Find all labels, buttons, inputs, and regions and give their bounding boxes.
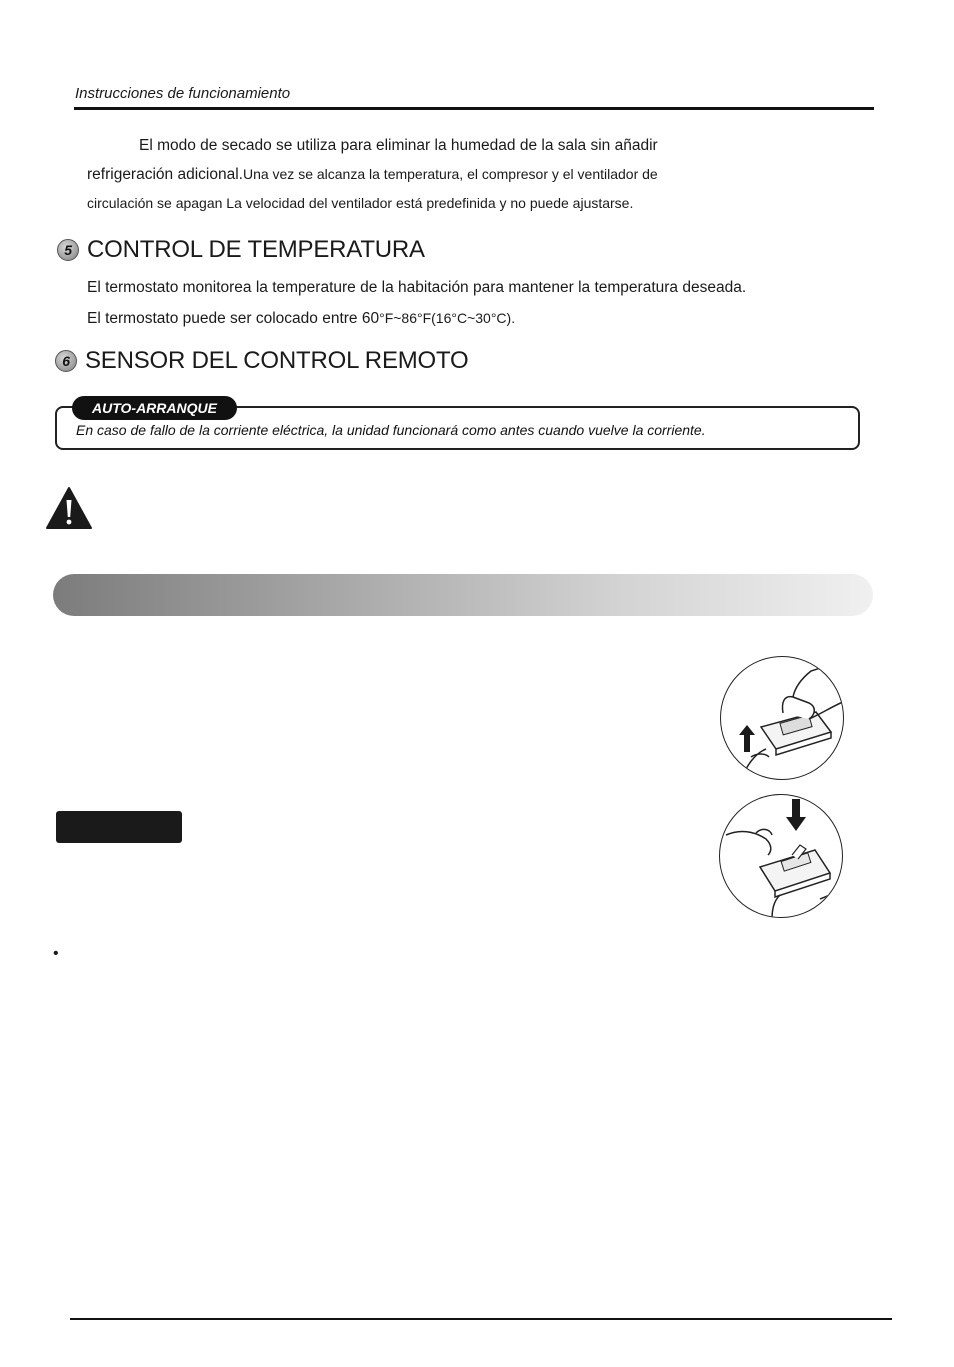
dry-mode-line-3: circulación se apagan La velocidad del ventilador está predefinida y no puede ajustarse.	[87, 195, 634, 211]
section-6-heading	[55, 347, 469, 375]
section-6-title: SENSOR DEL CONTROL REMOTO	[85, 347, 469, 374]
section-banner-bar	[53, 574, 873, 616]
warning-triangle-icon	[45, 486, 93, 530]
dry-mode-line-2: refrigeración adicional.Una vez se alcanza la temperatura, el compresor y el ventilador de	[87, 166, 658, 183]
dry-mode-paragraph	[87, 132, 877, 217]
section-6-number-badge: 6	[55, 350, 77, 372]
section-5-title: CONTROL DE TEMPERATURA	[87, 236, 425, 263]
remote-open-drawing	[721, 657, 844, 780]
auto-restart-text: En caso de fallo de la corriente eléctrica, la unidad funcionará como antes cuando vuelve la corriente.	[76, 422, 706, 438]
section-5-number-badge: 5	[57, 239, 79, 261]
page-header-title: Instrucciones de funcionamiento	[75, 85, 291, 102]
dry-mode-line-1: El modo de secado se utiliza para eliminar la humedad de la sala sin añadir	[139, 137, 658, 154]
header-divider	[74, 107, 874, 110]
note-label-box	[56, 811, 182, 843]
temperature-line-2: El termostato puede ser colocado entre 60°F~86°F(16°C~30°C).	[87, 310, 516, 327]
auto-restart-label: AUTO-ARRANQUE	[72, 396, 237, 420]
remote-battery-insert-illustration	[719, 794, 843, 918]
footer-divider	[70, 1318, 892, 1320]
bullet-marker: •	[53, 945, 59, 962]
remote-insert-drawing	[720, 795, 843, 918]
section-5-heading	[57, 236, 425, 264]
temperature-line-1: El termostato monitorea la temperature de la habitación para mantener la temperatura deseada.	[87, 279, 747, 296]
remote-battery-cover-open-illustration	[720, 656, 844, 780]
temperature-control-paragraph	[87, 273, 887, 334]
